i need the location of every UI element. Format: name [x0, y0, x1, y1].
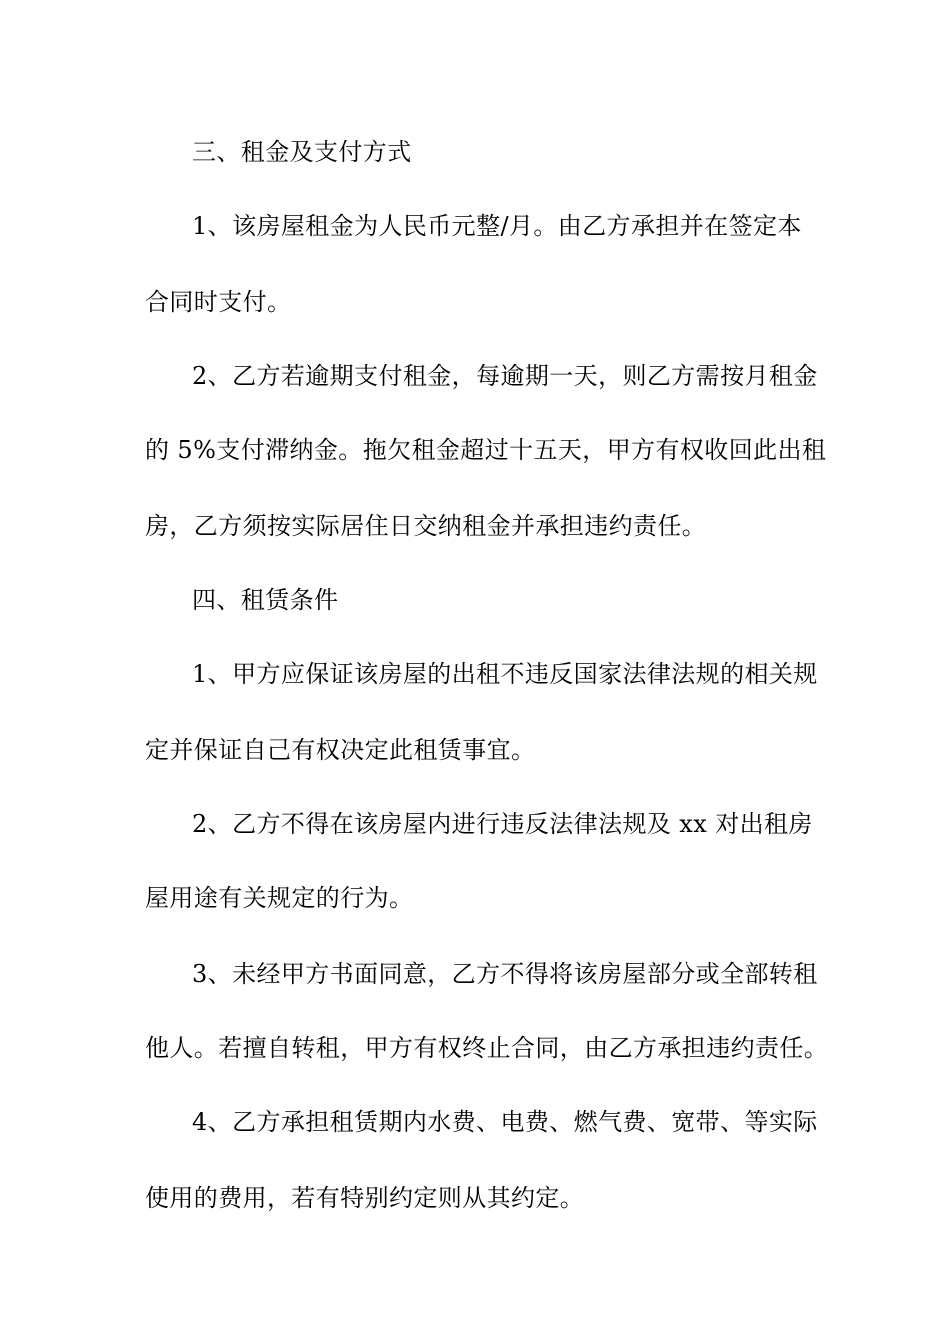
paragraph-line: 1、甲方应保证该房屋的出租不违反国家法律法规的相关规 — [192, 660, 818, 688]
paragraph-line: 房，乙方须按实际居住日交纳租金并承担违约责任。 — [145, 512, 707, 540]
paragraph-line: 4、乙方承担租赁期内水费、电费、燃气费、宽带、等实际 — [192, 1108, 818, 1136]
section-heading-lease-conditions: 四、租赁条件 — [192, 586, 339, 614]
paragraph-line: 屋用途有关规定的行为。 — [145, 884, 414, 912]
paragraph-line: 1、该房屋租金为人民币元整/月。由乙方承担并在签定本 — [192, 212, 802, 240]
paragraph-line: 使用的费用，若有特别约定则从其约定。 — [145, 1184, 585, 1212]
paragraph-line: 合同时支付。 — [145, 288, 292, 316]
paragraph-line: 2、乙方若逾期支付租金，每逾期一天，则乙方需按月租金 — [192, 362, 818, 390]
paragraph-line: 定并保证自己有权决定此租赁事宜。 — [145, 736, 536, 764]
paragraph-line: 的 5%支付滞纳金。拖欠租金超过十五天，甲方有权收回此出租 — [145, 436, 827, 464]
paragraph-line: 2、乙方不得在该房屋内进行违反法律法规及 xx 对出租房 — [192, 810, 813, 838]
paragraph-line: 他人。若擅自转租，甲方有权终止合同，由乙方承担违约责任。 — [145, 1034, 829, 1062]
paragraph-line: 3、未经甲方书面同意，乙方不得将该房屋部分或全部转租 — [192, 960, 818, 988]
section-heading-rent-payment: 三、租金及支付方式 — [192, 138, 412, 166]
